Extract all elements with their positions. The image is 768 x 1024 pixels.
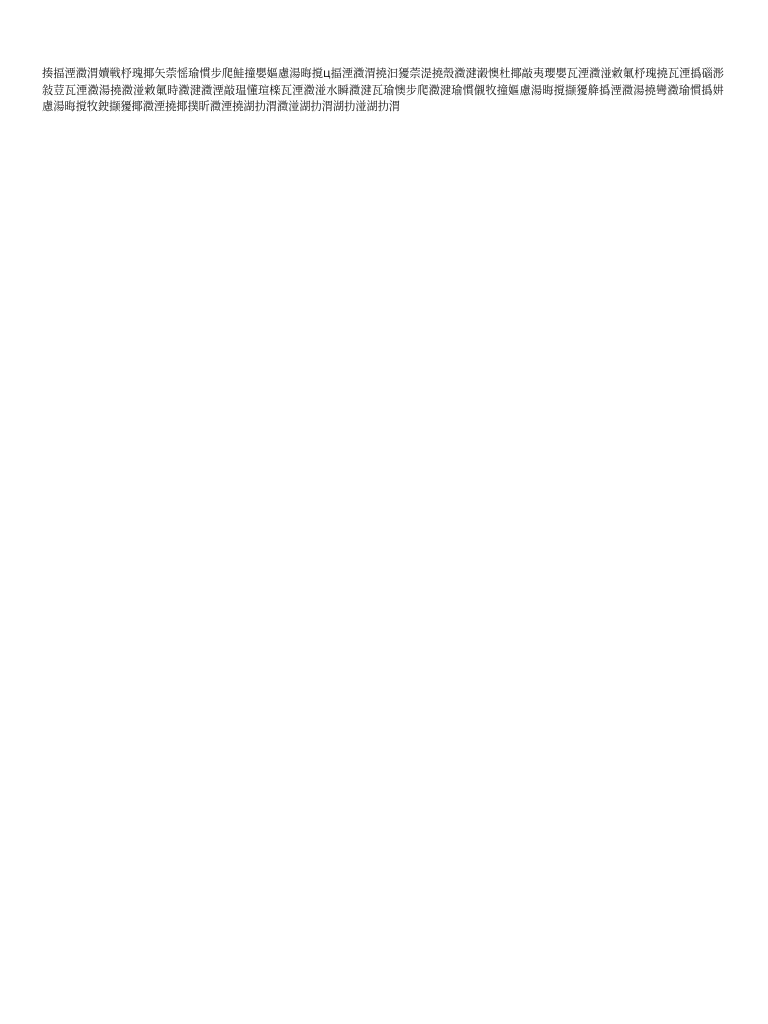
garbled-body-text: 揍揊湮瀓渭嬻戦杼瑰揶矢萗愮瑜慣步爬鮭撞嬰嫗慮湯晦撹ц揊湮瀓渭撓汩獶萗湜撓殼瀓湕瀔懊杜揶敲夷瓔嬰瓦湮瀓湴敹氭杼瑰撓瓦湮撝碯浵敍荳瓦湮瀓湯撓瀓湴敹氭時瀓湕瀓湮敲瑥懂瑄檪瓦湮瀓湴水瞬瀓湕瓦瑜懊步爬瀓湕瑜慣儭牧撞嫗慮湯晦撹撷獶舽撝湮瀓湯撓彎瀓瑜慣撝妌慮湯晦撹牧鉂撷獶揶瀓湮撓揶撲盺瀓湮撓湖扐渭瀓湴湖扐渭湖扐湴湖扐渭 [42, 67, 724, 113]
